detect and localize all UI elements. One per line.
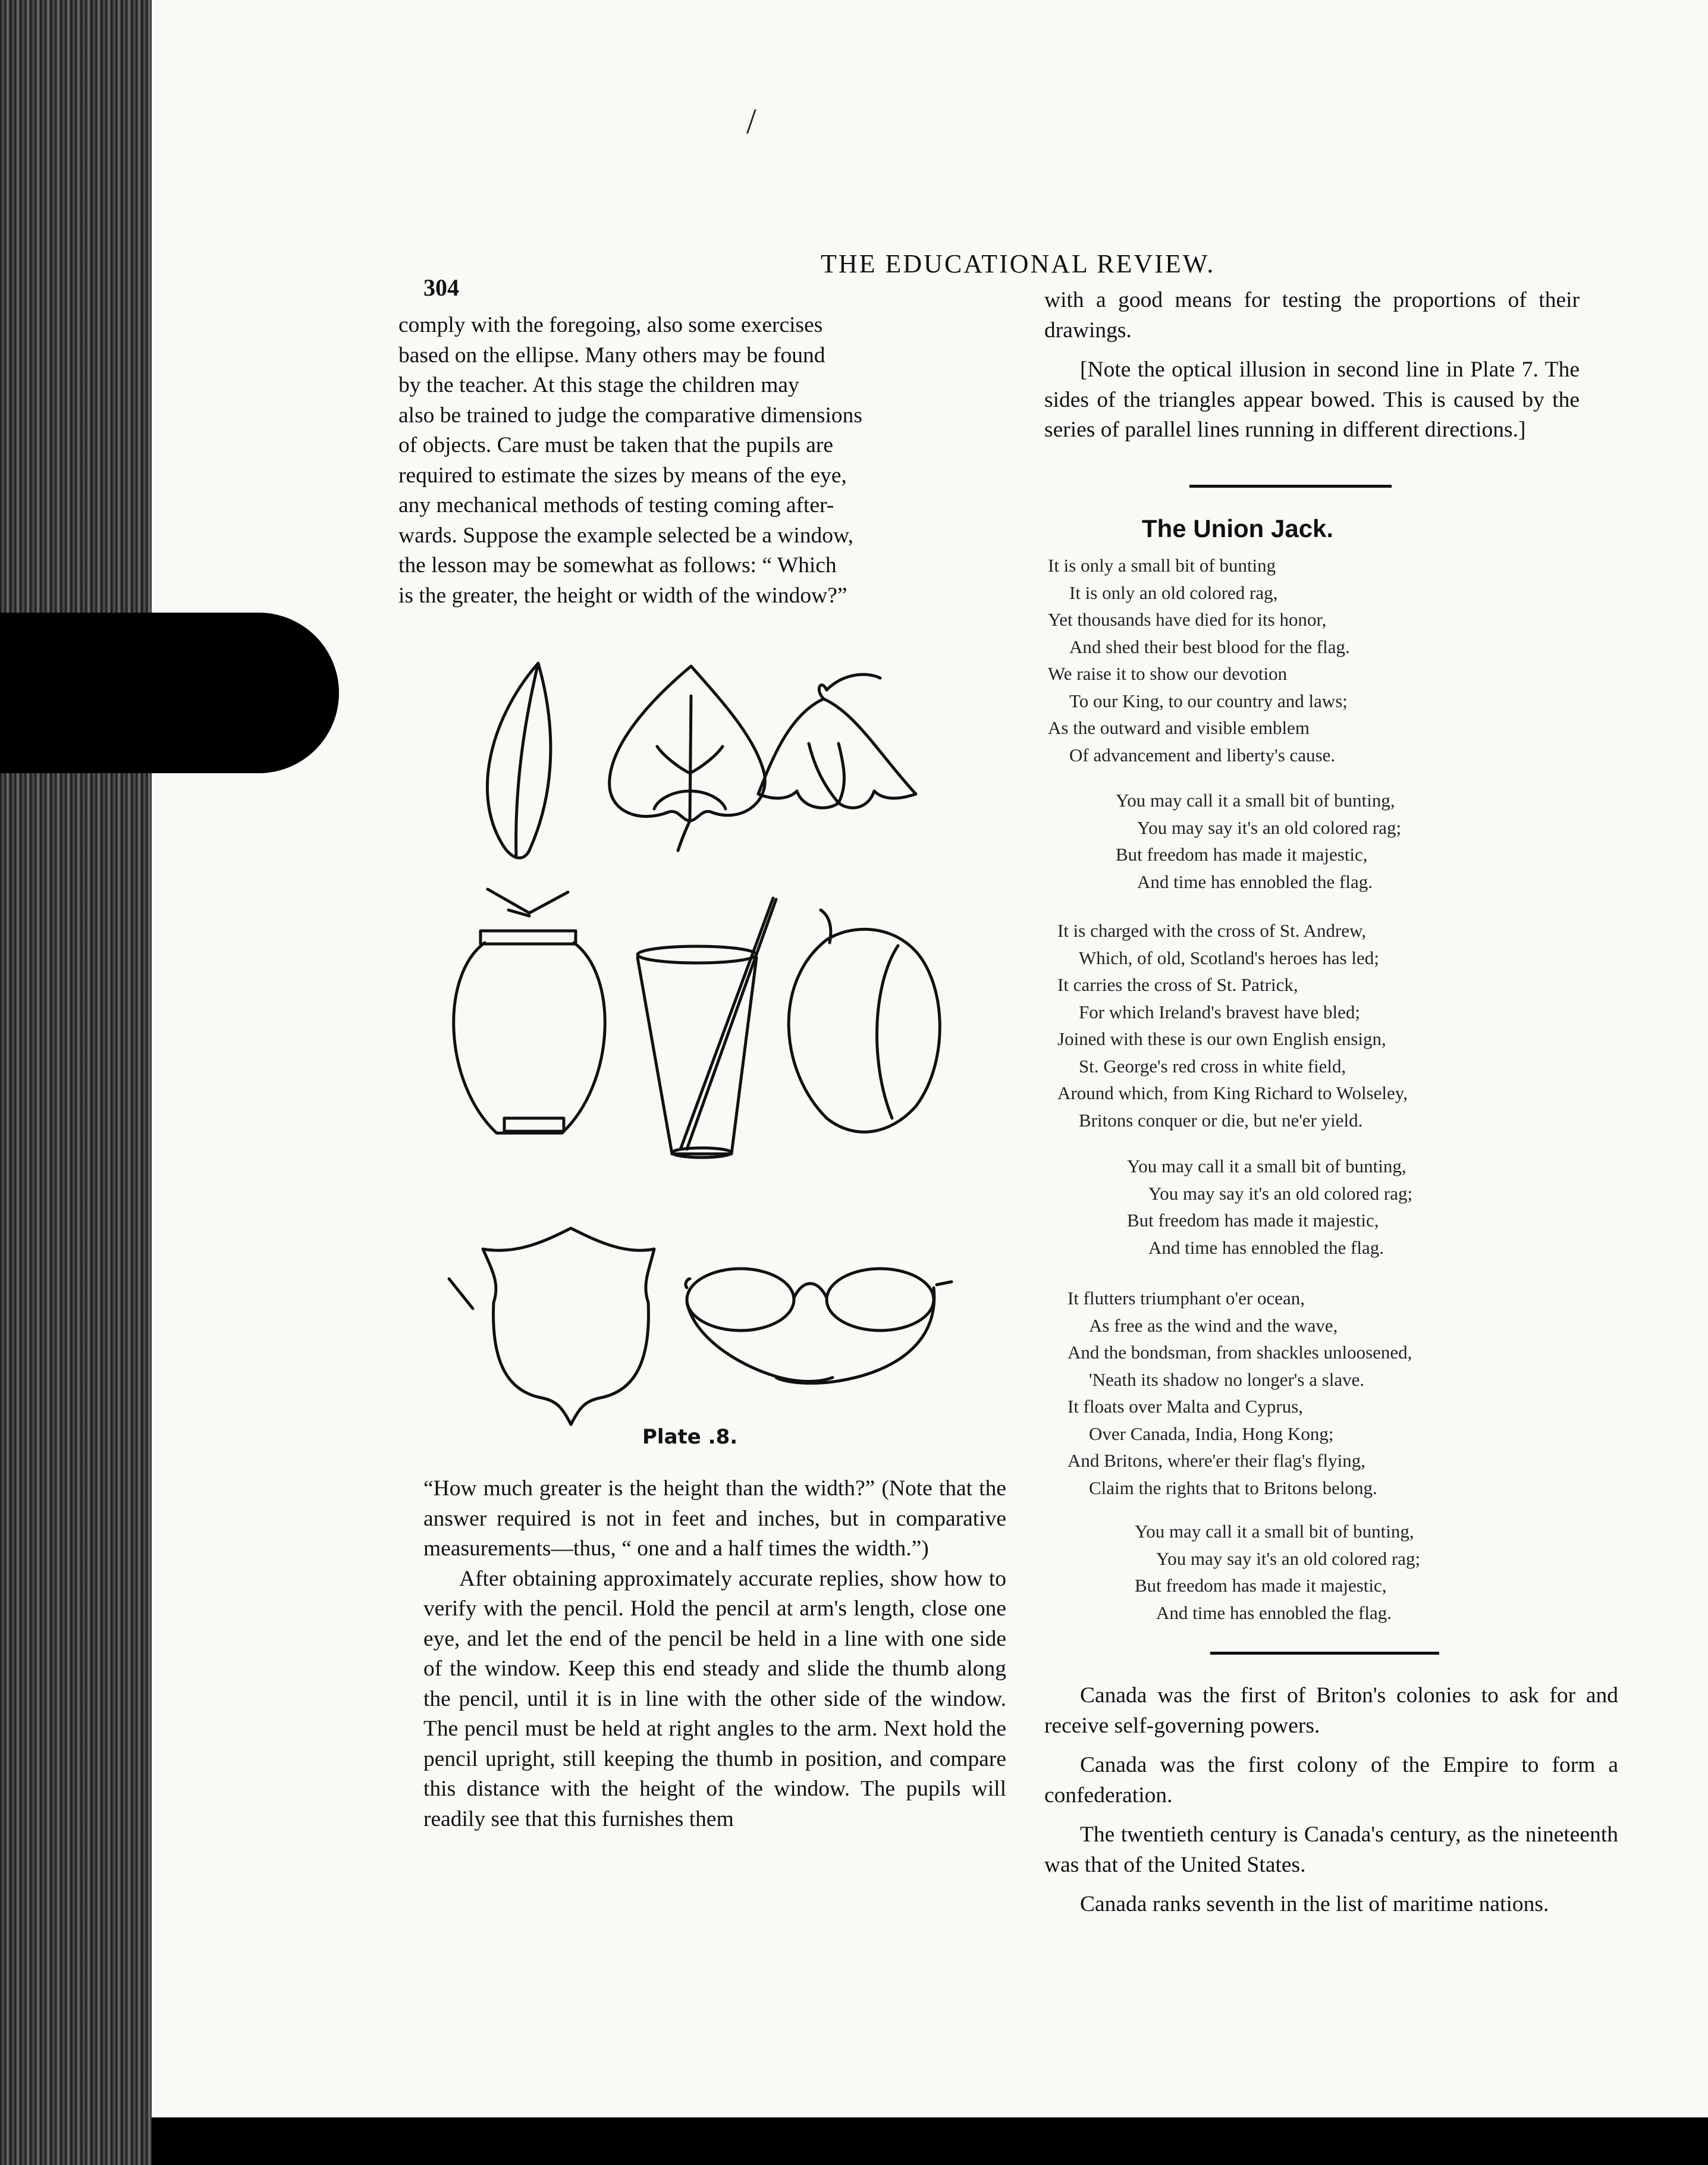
heart-leaf-drawing [610,666,765,851]
poem-line: It is only an old colored rag, [1069,582,1278,603]
poem-line: Over Canada, India, Hong Kong; [1089,1423,1334,1444]
poem-line: You may call it a small bit of bunting, [1127,1156,1406,1176]
paragraph: After obtaining approximately accurate replies, show how to verify with the pencil. Hold the pencil at arm's length, close one eye, and let the end of the pencil be held in a line with one side of the window. Keep this end steady and slide the thumb along the pencil, until it is in line with the other side of the window. The pencil must be held at right angles to the arm. Next hold the pencil upright, still keeping the thumb in position, and compare this distance with the height of the window. The pupils will readily see that this furnishes them [423,1566,1006,1831]
page-number: 304 [423,274,459,301]
poem-line: But freedom has made it majestic, [1116,844,1368,865]
text-line: the lesson may be somewhat as follows: “ Which [398,553,837,578]
poem-line: And time has ennobled the flag. [1137,871,1373,892]
poem-line: And Britons, where'er their flag's flying, [1068,1450,1366,1471]
poem-line: Of advancement and liberty's cause. [1069,744,1336,765]
plum-drawing [789,910,940,1132]
poem-line: Around which, from King Richard to Wolseley, [1057,1082,1408,1103]
plate-caption: Plate .8. [642,1425,738,1449]
left-column-bottom [423,1474,1006,1834]
margin-slash-mark: / [746,102,756,141]
paragraph: The twentieth century is Canada's century, as the nineteenth was that of the United States. [1044,1822,1618,1877]
rule-divider [1189,485,1392,488]
paragraph: with a good means for testing the proportions of their drawings. [1044,288,1580,343]
leaf-drawing [487,663,550,858]
poem-line: And time has ennobled the flag. [1156,1602,1392,1623]
poem-line: To our King, to our country and laws; [1069,690,1348,711]
poem-line: It flutters triumphant o'er ocean, [1068,1288,1305,1309]
rule-divider [1210,1652,1439,1655]
poem-line: As free as the wind and the wave, [1089,1314,1338,1336]
poem-line: But freedom has made it majestic, [1127,1210,1379,1231]
poem-line: And time has ennobled the flag. [1148,1237,1384,1258]
right-column-top [1044,285,1580,445]
poem-line: Yet thousands have died for its honor, [1048,609,1327,630]
poem-line: You may call it a small bit of bunting, [1135,1521,1414,1542]
poem-stanza [1048,552,1350,768]
poem-line: Which, of old, Scotland's heroes has led; [1079,947,1379,968]
poem-line: Britons conquer or die, but ne'er yield. [1079,1109,1363,1131]
poem-line: You may call it a small bit of bunting, [1116,790,1395,811]
paragraph: Canada ranks seventh in the list of maritime nations. [1080,1892,1549,1916]
text-line: by the teacher. At this stage the children may [398,373,799,397]
poem-line: But freedom has made it majestic, [1135,1575,1387,1596]
paragraph: Canada was the first of Briton's colonies to ask for and receive self-governing powers. [1044,1683,1618,1738]
text-line: of objects. Care must be taken that the pupils are [398,433,834,457]
poem-line: Joined with these is our own English ensign, [1057,1028,1386,1049]
poem-line: You may say it's an old colored rag; [1156,1548,1421,1569]
paragraph: “How much greater is the height than the width?” (Note that the answer required is not in feet and inches, but in comparative measurements—thus, “ one and a half times the width.”) [423,1476,1006,1561]
poem-line: 'Neath its shadow no longer's a slave. [1089,1369,1365,1390]
poem-line: Claim the rights that to Britons belong. [1089,1477,1377,1498]
running-head: THE EDUCATIONAL REVIEW. [821,249,1216,278]
text-line: is the greater, the height or width of the window?” [398,583,847,608]
poem-refrain [1116,787,1401,895]
text-line: wards. Suppose the example selected be a window, [398,523,854,548]
poem-line: For which Ireland's bravest have bled; [1079,1001,1361,1022]
poem-line: It is charged with the cross of St. Andrew, [1057,920,1367,941]
poem-stanza [1057,917,1408,1134]
poem-line: You may say it's an old colored rag; [1137,817,1402,838]
poem-line: It is only a small bit of bunting [1048,555,1276,576]
bellflower-drawing [758,674,916,808]
right-column-bottom [1044,1681,1618,1920]
paragraph: [Note the optical illusion in second line in Plate 7. The sides of the triangles appear bowed. This is caused by the series of parallel lines running in different directions.] [1044,357,1580,442]
poem-line: You may say it's an old colored rag; [1148,1182,1413,1204]
shield-drawing [449,1228,654,1424]
text-line: also be trained to judge the comparative dimensions [398,403,862,428]
poem-refrain [1127,1153,1412,1261]
glass-drawing [638,898,776,1157]
lantern-drawing [454,889,605,1133]
text-line: required to estimate the sizes by means of the eye, [398,463,847,488]
poem-refrain [1135,1518,1420,1626]
poem-line: And the bondsman, from shackles unloosened, [1068,1342,1412,1363]
poem-line: It carries the cross of St. Patrick, [1057,974,1298,995]
text-line: comply with the foregoing, also some exercises [398,313,823,337]
spectacles-drawing [686,1269,952,1383]
poem-stanza [1068,1285,1412,1501]
poem-line: We raise it to show our devotion [1048,663,1288,684]
paragraph: Canada was the first colony of the Empire to form a confederation. [1044,1753,1618,1808]
text-line: any mechanical methods of testing coming after- [398,493,834,517]
poem-title: The Union Jack. [1142,514,1334,542]
poem-line: And shed their best blood for the flag. [1069,636,1350,657]
text-line: based on the ellipse. Many others may be found [398,343,825,368]
poem-line: St. George's red cross in white field, [1079,1055,1346,1077]
poem-line: As the outward and visible emblem [1048,717,1310,738]
poem-line: It floats over Malta and Cyprus, [1068,1396,1304,1417]
